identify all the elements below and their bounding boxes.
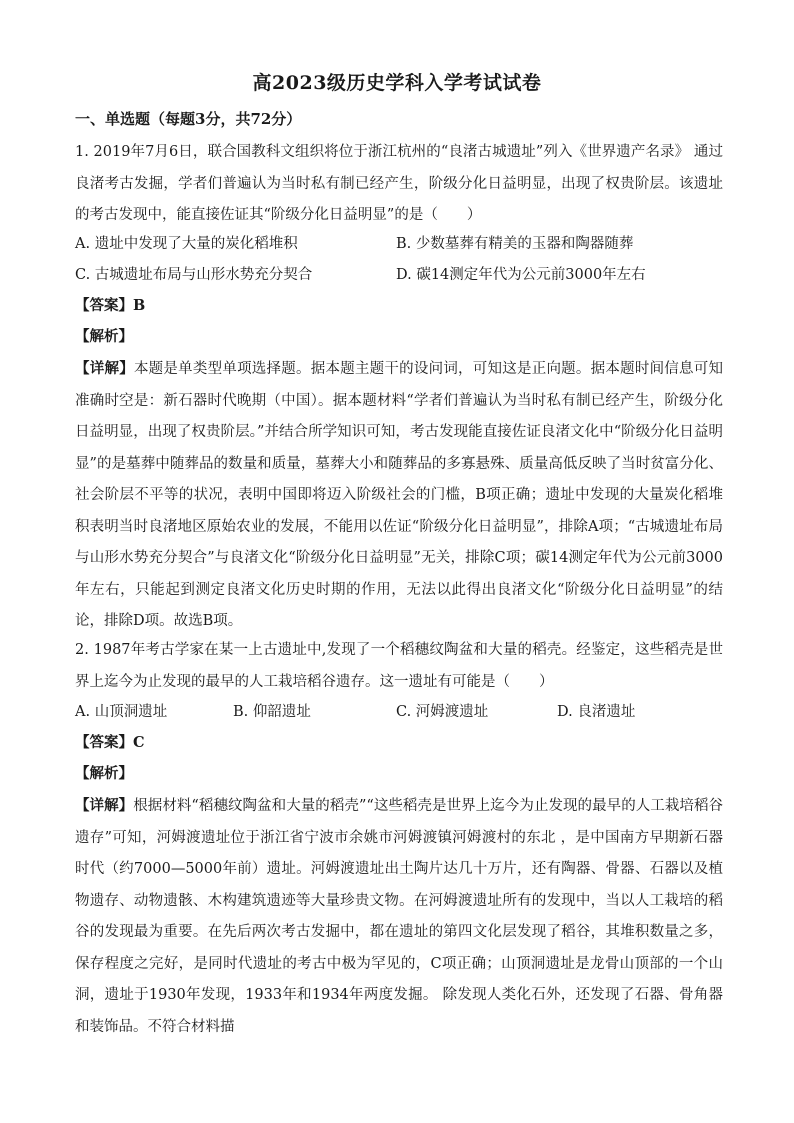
q2-detail-label: 【详解】 — [75, 797, 134, 814]
q2-option-b: B. 仰韶遗址 — [233, 704, 311, 720]
q2-stem: 2. 1987年考古学家在某一上古遗址中,发现了一个稻穗纹陶盆和大量的稻壳。经鉴定，这些稻壳是世界上迄今为止发现的最早的人工栽培稻谷遗存。这一遗址有可能是（ ） — [75, 642, 723, 690]
q2-option-c: C. 河姆渡遗址 — [396, 704, 489, 720]
q1-option-d: D. 碳14测定年代为公元前3000年左右 — [396, 267, 646, 283]
q2-answer: 【答案】C — [75, 734, 145, 751]
q1-answer: 【答案】B — [75, 297, 146, 314]
q1-stem: 1. 2019年7月6日，联合国教科文组织将位于浙江杭州的“良渚古城遗址”列入《世界遗产名录》 通过良渚考古发掘，学者们普遍认为当时私有制已经产生，阶级分化日益明显，出现了权贵阶层。该遗址的考古发现中，能直接佐证其“阶级分化日益明显”的是（ ） — [75, 144, 723, 223]
q2-detail-text: 根据材料“稻穗纹陶盆和大量的稻壳”“这些稻壳是世界上迄今为止发现的最早的人工栽培稻谷遗存”可知，河姆渡遗址位于浙江省宁波市余姚市河姆渡镇河姆渡村的东北 ，是中国南方早期新石器时代（约7000—5000年前）遗址。河姆渡遗址出土陶片达几十万片，还有陶器、骨器、石器以及植物遗存、动物遗骸、木构建筑遗迹等大量珍贵文物。在河姆渡遗址所有的发现中，当以人工栽培的稻谷的发现最为重要。在先后两次考古发掘中，都在遗址的第四文化层发现了稻谷，其堆积数量之多，保存程度之完好，是同时代遗址的考古中极为罕见的，C项正确；山顶洞遗址是龙骨山顶部的一个山洞，遗址于1930年发现，1933年和1934年两度发掘。 除发现人类化石外，还发现了石器、骨角器和装饰品。不符合材料描 — [75, 798, 723, 1035]
q1-detail-text: 本题是单类型单项选择题。据本题主题干的设问词，可知这是正向题。据本题时间信息可知准确时空是：新石器时代晚期（中国）。据本题材料“学者们普遍认为当时私有制已经产生，阶级分化日益明显，出现了权贵阶层。”并结合所学知识可知，考古发现能直接佐证良渚文化中“阶级分化日益明显”的是墓葬中随葬品的数量和质量，墓葬大小和随葬品的多寡悬殊、质量高低反映了当时贫富分化、社会阶层不平等的状况，表明中国即将迈入阶级社会的门槛，B项正确；遗址中发现的大量炭化稻堆积表明当时良渚地区原始农业的发展，不能用以佐证“阶级分化日益明显”，排除A项；“古城遗址布局与山形水势充分契合”与良渚文化“阶级分化日益明显”无关，排除C项；碳14测定年代为公元前3000年左右，只能起到测定良渚文化历史时期的作用，无法以此得出良渚文化“阶级分化日益明显”的结论，排除D项。故选B项。 — [75, 361, 724, 629]
q1-detail — [75, 353, 723, 638]
q2-analysis-label: 【解析】 — [75, 765, 133, 782]
q1-option-a: A. 遗址中发现了大量的炭化稻堆积 — [75, 236, 298, 252]
q1-analysis-label: 【解析】 — [75, 328, 133, 345]
q2-option-a: A. 山顶洞遗址 — [75, 704, 168, 720]
section-heading: 一、单选题（每题3分，共72分） — [75, 110, 302, 128]
q2-option-d: D. 良渚遗址 — [557, 704, 636, 720]
q1-detail-label: 【详解】 — [75, 360, 134, 377]
q1-option-b: B. 少数墓葬有精美的玉器和陶器随葬 — [396, 236, 634, 252]
q1-option-c: C. 古城遗址布局与山形水势充分契合 — [75, 267, 313, 283]
q2-detail — [75, 790, 723, 1043]
exam-title: 高2023级历史学科入学考试试卷 — [252, 72, 542, 94]
